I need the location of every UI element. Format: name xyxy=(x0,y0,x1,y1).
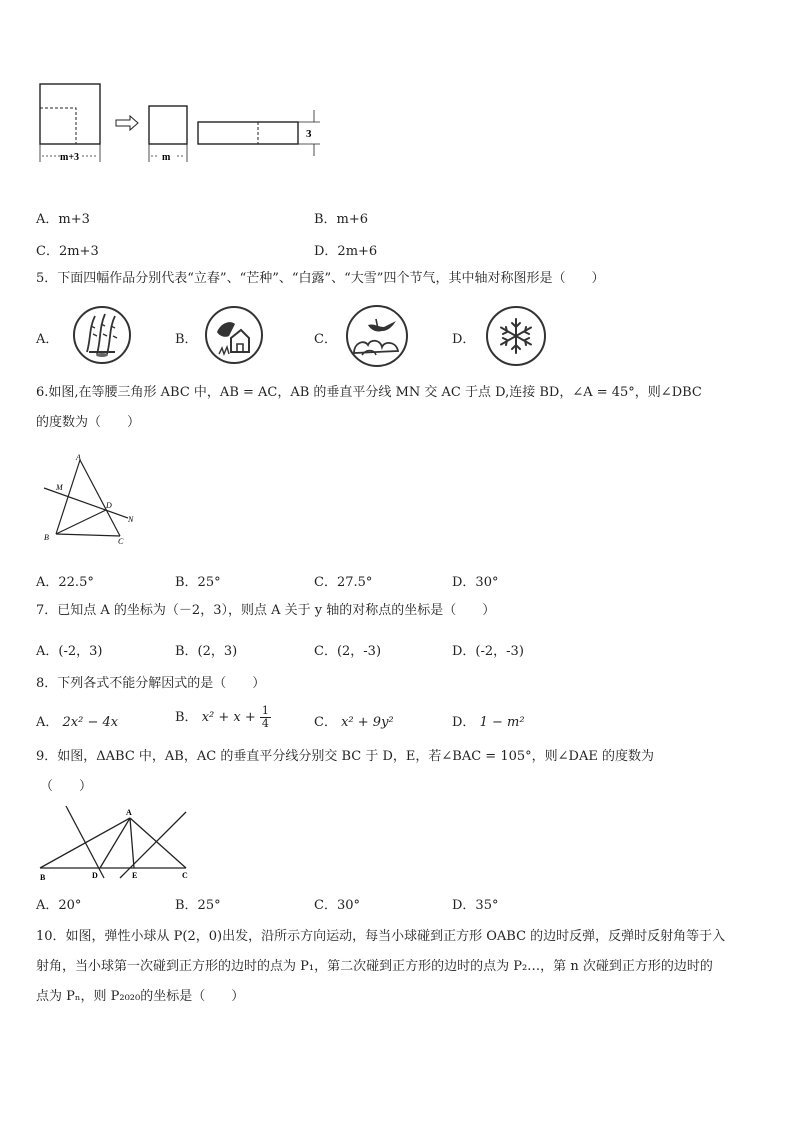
q9-option-a[interactable]: A．20° xyxy=(36,898,82,913)
q8-label-a: A． xyxy=(36,715,59,730)
q5-stem: 5．下面四幅作品分别代表“立春”、“芒种”、“白露”、“大雪”四个节气，其中轴对称图形是（ ） xyxy=(36,271,605,286)
q6-option-b[interactable]: B．25° xyxy=(175,575,221,590)
q4-figure xyxy=(32,80,332,166)
q4-option-a[interactable]: A．m+3 xyxy=(36,212,90,227)
q8-stem: 8．下列各式不能分解因式的是（ ） xyxy=(36,676,266,691)
q7-option-a[interactable]: A．(-2，3) xyxy=(36,644,103,659)
daxue-snowflake-icon xyxy=(486,306,546,366)
fig9-label-d: D xyxy=(92,871,98,880)
q10-line1: 10．如图，弹性小球从 P(2，0)出发，沿所示方向运动，每当小球碰到正方形 OABC 的边时反弹，反弹时反射角等于入 xyxy=(36,929,726,944)
q5-label-b[interactable]: B． xyxy=(175,332,198,347)
fig6-label-a: A xyxy=(76,453,81,462)
fig9-label-e: E xyxy=(132,871,138,880)
q8-fraction xyxy=(260,705,271,730)
q8-option-d[interactable] xyxy=(452,711,525,730)
q4-option-d[interactable]: D．2m+6 xyxy=(314,244,378,259)
q8-label-b: B． xyxy=(175,710,198,725)
fig9-label-a: A xyxy=(126,808,132,817)
q8-option-a[interactable] xyxy=(36,711,118,730)
q9-option-c[interactable]: C．30° xyxy=(314,898,360,913)
q7-option-b[interactable]: B．(2，3) xyxy=(175,644,238,659)
q8-fraction-num: 1 xyxy=(261,704,269,717)
long-rectangle xyxy=(198,122,298,144)
fig6-label-b: B xyxy=(44,533,49,542)
q5-label-c[interactable]: C． xyxy=(314,332,337,347)
q4-option-b[interactable]: B．m+6 xyxy=(314,212,369,227)
q4-option-c[interactable]: C．2m+3 xyxy=(36,244,99,259)
label-3: 3 xyxy=(306,128,312,140)
q6-stem-line1: 6.如图,在等腰三角形 ABC 中，AB = AC，AB 的垂直平分线 MN 交 AC 于点 D,连接 BD，∠A = 45°，则∠DBC xyxy=(36,385,702,400)
q5-label-a[interactable]: A． xyxy=(36,332,59,347)
q5-label-d[interactable]: D． xyxy=(452,332,476,347)
fig6-label-c: C xyxy=(118,537,124,546)
q7-option-c[interactable]: C．(2，-3) xyxy=(314,644,382,659)
q8-option-c[interactable] xyxy=(314,711,394,730)
label-m-plus-3: m+3 xyxy=(60,152,80,163)
fig9-label-b: B xyxy=(40,873,46,882)
fig6-label-d: D xyxy=(106,501,112,510)
inner-dashed-square xyxy=(40,108,76,144)
arrow-icon xyxy=(116,116,138,130)
q8-expr-d: 1 − m² xyxy=(479,715,525,730)
q9-figure xyxy=(36,804,196,882)
bailu-icon xyxy=(346,305,408,367)
q6-option-a[interactable]: A．22.5° xyxy=(36,575,94,590)
q6-option-d[interactable]: D．30° xyxy=(452,575,499,590)
big-square xyxy=(40,84,100,144)
q10-line3: 点为 Pₙ，则 P₂₀₂₀的坐标是（ ） xyxy=(36,989,245,1004)
q10-line2: 射角，当小球第一次碰到正方形的边时的点为 P₁，第二次碰到正方形的边时的点为 P₂…，第 n 次碰到正方形的边时的 xyxy=(36,959,713,974)
q9-option-b[interactable]: B．25° xyxy=(175,898,221,913)
fig9-label-c: C xyxy=(182,871,188,880)
q6-stem-line2: 的度数为（ ） xyxy=(36,415,141,430)
mangzhong-icon xyxy=(205,306,263,364)
fig6-label-m: M xyxy=(56,483,63,492)
q8-option-b[interactable] xyxy=(175,705,271,730)
lichun-icon xyxy=(73,306,131,364)
fig6-label-n: N xyxy=(128,515,134,524)
q6-option-c[interactable]: C．27.5° xyxy=(314,575,373,590)
mid-square xyxy=(149,106,187,144)
q7-stem: 7．已知点 A 的坐标为（－2，3），则点 A 关于 y 轴的对称点的坐标是（ ） xyxy=(36,603,496,618)
q8-label-d: D． xyxy=(452,715,476,730)
q9-stem: 9．如图，ΔABC 中，AB，AC 的垂直平分线分别交 BC 于 D，E，若∠BAC = 105°，则∠DAE 的度数为 xyxy=(36,749,654,764)
q8-fraction-den: 4 xyxy=(261,717,269,730)
q8-label-c: C． xyxy=(314,715,337,730)
q8-expr-c: x² + 9y² xyxy=(341,715,394,730)
q8-expr-a: 2x² − 4x xyxy=(62,715,119,730)
label-m: m xyxy=(162,152,171,163)
q8-expr-b: x² + x + xyxy=(201,710,256,725)
q6-figure xyxy=(36,452,146,548)
q7-option-d[interactable]: D．(-2，-3) xyxy=(452,644,524,659)
q9-stem-line2: （ ） xyxy=(40,779,93,794)
q9-option-d[interactable]: D．35° xyxy=(452,898,499,913)
